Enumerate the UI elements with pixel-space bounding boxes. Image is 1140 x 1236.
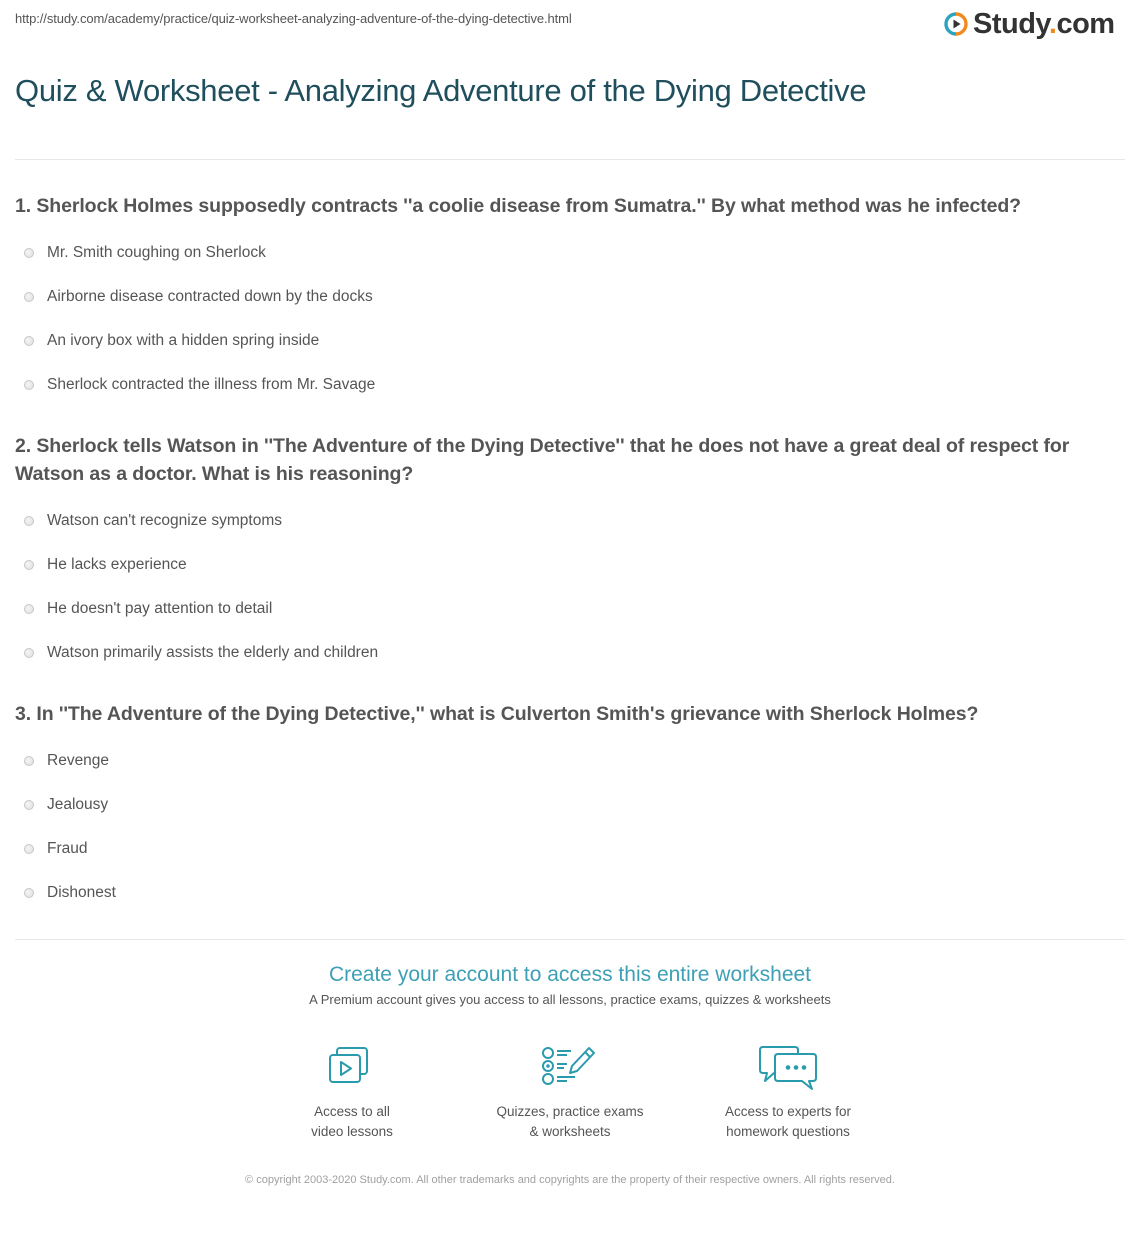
page-url: http://study.com/academy/practice/quiz-worksheet-analyzing-adventure-of-the-dying-detective.html [15, 11, 572, 26]
feature-video-lessons [243, 1044, 461, 1142]
question-text: 2. Sherlock tells Watson in ''The Adventure of the Dying Detective'' that he does not have a great deal of respect for Watson as a doctor. What is his reasoning? [15, 435, 1070, 485]
feature-label: Access to all video lessons [311, 1104, 393, 1139]
option-label: Dishonest [47, 884, 116, 901]
question-1 [15, 192, 1125, 407]
answer-option[interactable] [15, 871, 1125, 915]
option-label: He doesn't pay attention to detail [47, 600, 273, 617]
answer-option[interactable] [15, 319, 1125, 363]
page-title: Quiz & Worksheet - Analyzing Adventure of the Dying Detective [15, 73, 867, 108]
answer-option[interactable] [15, 783, 1125, 827]
cta-subtitle: A Premium account gives you access to all lessons, practice exams, quizzes & worksheets [309, 992, 831, 1007]
copyright-footer: © copyright 2003-2020 Study.com. All other trademarks and copyrights are the property of their respective owners. All rights reserved. [245, 1174, 895, 1186]
option-label: Revenge [47, 752, 110, 769]
feature-label: Quizzes, practice exams & worksheets [496, 1104, 644, 1139]
radio-button[interactable] [24, 516, 34, 526]
radio-button[interactable] [24, 800, 34, 810]
answer-option[interactable] [15, 587, 1125, 631]
radio-button[interactable] [24, 380, 34, 390]
study-logo[interactable] [944, 8, 1115, 40]
option-label: Watson can't recognize symptoms [47, 512, 282, 529]
feature-label: Access to experts for homework questions [724, 1104, 852, 1139]
feature-quizzes [461, 1044, 679, 1142]
chat-bubbles-icon [755, 1044, 821, 1094]
option-label: Mr. Smith coughing on Sherlock [47, 244, 266, 261]
cta-divider [15, 939, 1125, 940]
radio-button[interactable] [24, 248, 34, 258]
radio-button[interactable] [24, 756, 34, 766]
radio-button[interactable] [24, 336, 34, 346]
answer-option[interactable] [15, 231, 1125, 275]
radio-button[interactable] [24, 560, 34, 570]
answer-option[interactable] [15, 631, 1125, 675]
premium-features [0, 1044, 1140, 1142]
answer-options [15, 231, 1125, 407]
radio-button[interactable] [24, 648, 34, 658]
option-label: He lacks experience [47, 556, 187, 573]
question-2 [15, 432, 1125, 675]
title-divider [15, 159, 1125, 160]
option-label: Sherlock contracted the illness from Mr. Savage [47, 376, 376, 393]
question-text: 1. Sherlock Holmes supposedly contracts ''a coolie disease from Sumatra.'' By what method was he infected? [15, 195, 1021, 217]
answer-option[interactable] [15, 499, 1125, 543]
cta-title-link[interactable]: Create your account to access this entire worksheet [328, 963, 812, 986]
quiz-checklist-icon [537, 1044, 603, 1094]
answer-option[interactable] [15, 739, 1125, 783]
option-label: Fraud [47, 840, 88, 857]
option-label: Watson primarily assists the elderly and children [47, 644, 379, 661]
question-text: 3. In ''The Adventure of the Dying Detective,'' what is Culverton Smith's grievance with Sherlock Holmes? [15, 703, 979, 725]
radio-button[interactable] [24, 888, 34, 898]
answer-option[interactable] [15, 363, 1125, 407]
answer-options [15, 499, 1125, 675]
feature-experts [679, 1044, 897, 1142]
study-logo-text: Study.com [973, 7, 1115, 40]
radio-button[interactable] [24, 604, 34, 614]
answer-option[interactable] [15, 827, 1125, 871]
signup-cta [0, 962, 1140, 1007]
answer-options [15, 739, 1125, 915]
answer-option[interactable] [15, 543, 1125, 587]
video-lessons-icon [319, 1044, 385, 1094]
radio-button[interactable] [24, 844, 34, 854]
option-label: An ivory box with a hidden spring inside [47, 332, 320, 349]
study-logo-icon [944, 12, 968, 36]
question-3 [15, 700, 1125, 915]
radio-button[interactable] [24, 292, 34, 302]
option-label: Jealousy [47, 796, 109, 813]
option-label: Airborne disease contracted down by the docks [47, 288, 373, 305]
answer-option[interactable] [15, 275, 1125, 319]
